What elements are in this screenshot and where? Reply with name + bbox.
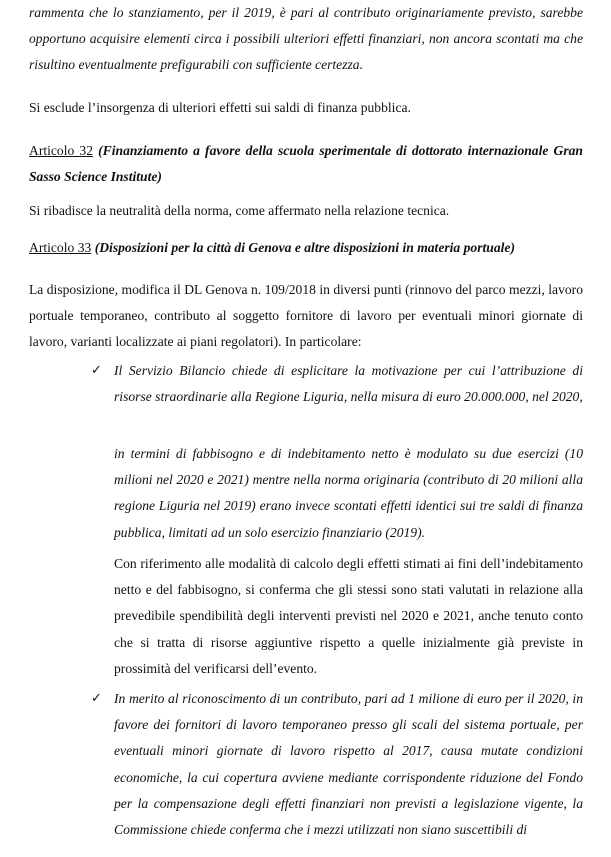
bullet-item-liguria-resources: Il Servizio Bilancio chiede di esplicitare la motivazione per cui l’attribuzione di risorse straordinarie alla Regione Liguria, nella misura di euro 20.000.000, nel 2020, [114,363,583,405]
reply-paragraph-liguria: Con riferimento alle modalità di calcolo degli effetti stimati ai fini dell’indebitamento netto e del fabbisogno, si conferma che gli stessi sono stati valutati in relazione alla prevedibile spendibilità degli interventi previsti nel 2020 e 2021, anche tenuto conto che si tratta di risorse aggiuntive rispetto a quelle inizialmente già previste in prossimità del verificarsi dell’evento. [114,556,583,676]
article-33-title: (Disposizioni per la città di Genova e altre disposizioni in materia portuale) [91,240,515,255]
article-32-title: (Finanziamento a favore della scuola sperimentale di dottorato internazionale Gran Sasso Science Institute) [29,143,583,185]
article-32-label: Articolo 32 [29,143,94,158]
paragraph-funding-remark: rammenta che lo stanziamento, per il 2019, è pari al contributo originariamente previsto, sarebbe opportuno acquisire elementi circa i possibili ulteriori effetti finanziari, non ancora scontati ma che risultino eventualmente prefigurabili con sufficiente certezza. [29,5,583,73]
bullet-item-liguria-continuation: in termini di fabbisogno e di indebitamento netto è modulato su due esercizi (10 milioni nel 2020 e 2021) mentre nella norma originaria (contributo di 20 milioni alla regione Liguria nel 2019) erano invece scontati effetti identici sui tre saldi di finanza pubblica, limitati ad un solo esercizio finanziario (2019). [114,446,583,540]
article-32-heading [29,138,583,190]
paragraph-no-further-effects: Si esclude l’insorgenza di ulteriori effetti sui saldi di finanza pubblica. [29,100,411,115]
article-33-label: Articolo 33 [29,240,92,255]
check-mark-icon: ✓ [91,691,102,706]
paragraph-genova-decree: La disposizione, modifica il DL Genova n. 109/2018 in diversi punti (rinnovo del parco mezzi, lavoro portuale temporaneo, contributo al soggetto fornitore di lavoro per eventuali minori giornate di lavoro, varianti localizzate ai piani regolatori). In particolare: [29,282,583,350]
check-mark-icon: ✓ [91,363,102,378]
article-33-heading [29,235,589,261]
bullet-item-port-contribution: In merito al riconoscimento di un contributo, pari ad 1 milione di euro per il 2020, in favore dei fornitori di lavoro temporaneo presso gli scali del sistema portuale, per eventuali minori giornate di lavoro rispetto al 2017, causa mutate condizioni economiche, la cui copertura avviene mediante corrispondente riduzione del Fondo per la compensazione degli effetti finanziari non previsti a legislazione vigente, la Commissione chiede conferma che i mezzi utilizzati non siano suscettibili di [114,691,583,838]
paragraph-neutrality: Si ribadisce la neutralità della norma, come affermato nella relazione tecnica. [29,203,450,218]
